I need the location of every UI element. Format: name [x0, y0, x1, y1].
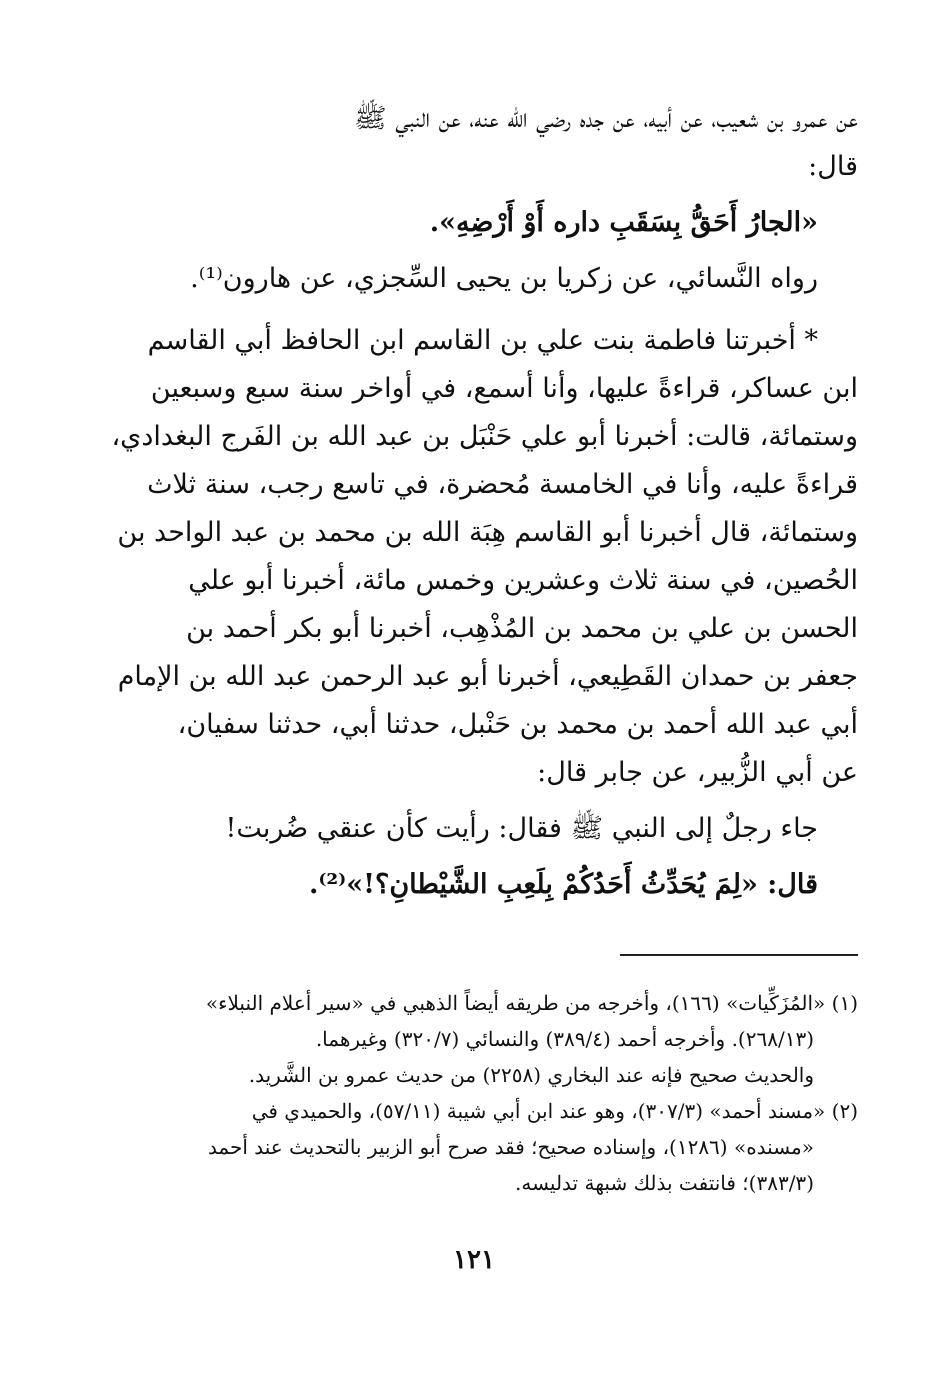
text-line: عن عمرو بن شعيب، عن أبيه، عن جده رضي الله عنه، عن النبي ﷺ [354, 103, 858, 134]
text-line: * أخبرتنا فاطمة بنت علي بن القاسم ابن الحافظ أبي القاسم [147, 325, 818, 356]
text-line: الحُصين، في سنة ثلاث وعشرين وخمس مائة، أخبرنا أبو علي [188, 565, 858, 596]
hadith-text: «الجارُ أَحَقُّ بِسَقَبِ داره أَوْ أَرْضِهِ». [429, 207, 818, 238]
text-line: الحسن بن علي بن محمد بن المُذْهِب، أخبرنا أبو بكر أحمد بن [186, 613, 858, 644]
footnote-line: (١) «المُزَكِّيات» (١٦٦)، وأخرجه من طريقه أيضاً الذهبي في «سير أعلام النبلاء» [205, 991, 858, 1015]
hadith-text: قال: «لِمَ يُحَدِّثُ أَحَدُكُمْ بِلَعِبِ الشَّيْطانِ؟!»⁽²⁾. [308, 869, 818, 900]
text-line: قراءةً عليه، وأنا في الخامسة مُحضرة، في تاسع رجب، سنة ثلاث [147, 469, 858, 500]
text-line: قال: [808, 151, 858, 182]
footnotes [110, 985, 858, 1201]
footnote-line: (٢٦٨/١٣). وأخرجه أحمد (٣٨٩/٤) والنسائي (٣٢٠/٧) وغيرهما. [315, 1027, 814, 1051]
text-line: عن أبي الزُّبير، عن جابر قال: [537, 757, 858, 788]
text-line: وستمائة، قالت: أخبرنا أبو علي حَنْبَل بن عبد الله بن الفَرج البغدادي، [111, 421, 858, 452]
footnote-line: (٣٨٣/٣)؛ فانتفت بذلك شبهة تدليسه. [515, 1171, 814, 1195]
hadith-text: جاء رجلٌ إلى النبي ﷺ فقال: رأيت كأن عنقي ضُربت! [225, 813, 818, 844]
page-number: ١٢١ [453, 1245, 495, 1275]
text-line: وستمائة، قال أخبرنا أبو القاسم هِبَة الله بن محمد بن عبد الواحد بن [117, 517, 858, 548]
text-line: جعفر بن حمدان القَطِيعي، أخبرنا أبو عبد الرحمن عبد الله بن الإمام [117, 661, 858, 692]
footnote-separator [620, 954, 858, 956]
footnote-line: (٢) «مسند أحمد» (٣٠٧/٣)، وهو عند ابن أبي شيبة (٥٧/١١)، والحميدي في [251, 1099, 858, 1123]
footnote-line: «مسنده» (١٢٨٦)، وإسناده صحيح؛ فقد صرح أبو الزبير بالتحديث عند أحمد [207, 1135, 814, 1159]
text-line: أبي عبد الله أحمد بن محمد بن حَنْبل، حدثنا أبي، حدثنا سفيان، [177, 709, 858, 740]
main-text [110, 95, 858, 909]
footnote-line: والحديث صحيح فإنه عند البخاري (٢٢٥٨) من حديث عمرو بن الشَّريد. [248, 1063, 814, 1087]
narration-line: رواه النَّسائي، عن زكريا بن يحيى السِّجزي، عن هارون⁽¹⁾. [190, 263, 818, 294]
text-line: ابن عساكر، قراءةً عليها، وأنا أسمع، في أواخر سنة سبع وسبعين [150, 373, 858, 404]
